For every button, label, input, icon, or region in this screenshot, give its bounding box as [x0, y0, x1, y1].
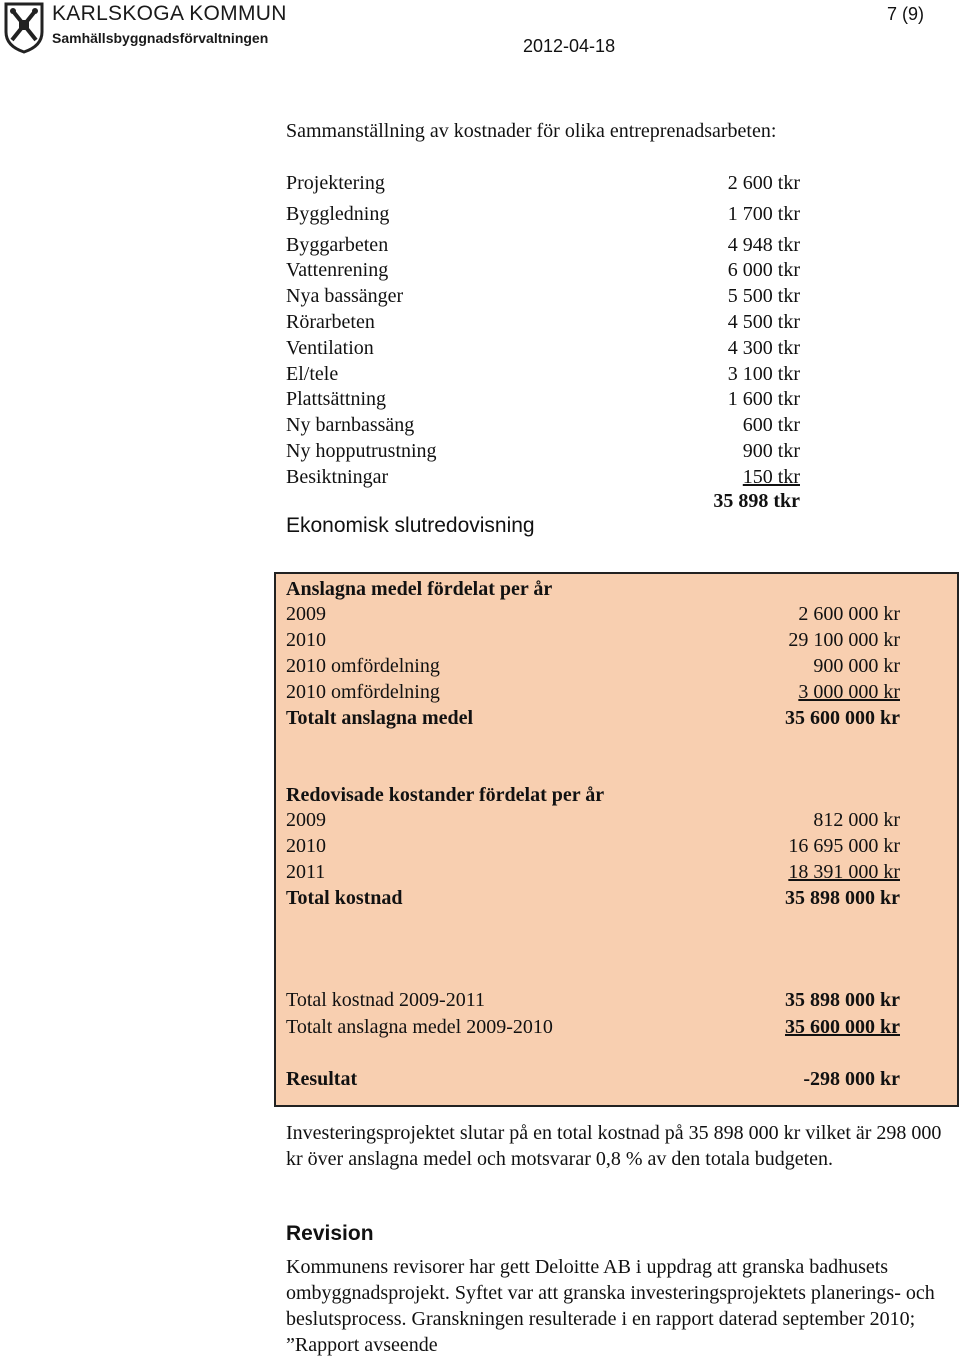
cost-row [286, 283, 800, 309]
allocated-label: 2010 [286, 629, 326, 651]
cost-label: Besiktningar [286, 465, 389, 488]
cost-row [286, 464, 800, 490]
revision-paragraph: Kommunens revisorer har gett Deloitte AB i uppdrag att granska badhusets ombyggnadsprojekt. Syftet var att granska investeringsprojektets planerings- och beslutsprocess. Granskningen resulterade i en rapport daterad september 2010; ”Rapport avseende [286, 1256, 935, 1356]
allocated-row [286, 627, 900, 653]
reported-value: 812 000 kr [813, 809, 900, 831]
cost-value: 600 tkr [742, 414, 800, 437]
reported-row [286, 833, 900, 859]
reported-label: 2010 [286, 835, 326, 857]
cost-label: Byggledning [286, 202, 390, 225]
cost-value: 5 500 tkr [727, 285, 800, 308]
reported-value: 16 695 000 kr [788, 835, 900, 857]
cost-row [286, 232, 800, 258]
cost-label: Plattsättning [286, 388, 386, 411]
cost-label: Byggarbeten [286, 233, 389, 256]
cost-value: 4 948 tkr [727, 233, 800, 256]
org-name: KARLSKOGA KOMMUN [52, 2, 287, 25]
conclusion-paragraph: Investeringsprojektet slutar på en total kostnad på 35 898 000 kr vilket är 298 000 kr över anslagna medel och motsvarar 0,8 % av den totala budgeten. [286, 1122, 942, 1170]
cost-label: El/tele [286, 362, 339, 385]
cost-value: 150 tkr [742, 465, 800, 488]
allocated-value: 29 100 000 kr [788, 629, 900, 651]
summary-cost-value: 35 898 000 kr [785, 989, 900, 1011]
allocated-total-value: 35 600 000 kr [785, 707, 900, 729]
cost-label: Nya bassänger [286, 285, 404, 308]
cost-label: Ny hopputrustning [286, 439, 437, 462]
reported-value: 18 391 000 kr [788, 861, 900, 883]
allocated-label: 2010 omfördelning [286, 655, 440, 677]
allocated-row [286, 679, 900, 705]
reported-total-value: 35 898 000 kr [785, 887, 900, 909]
municipality-logo [2, 2, 46, 54]
cost-list [286, 170, 800, 490]
cost-row [286, 438, 800, 464]
cost-row [286, 335, 800, 361]
result-label: Resultat [286, 1068, 358, 1090]
cost-value: 4 300 tkr [727, 336, 800, 359]
allocated-heading-row [286, 576, 900, 602]
intro-text: Sammanställning av kostnader för olika entreprenadsarbeten: [286, 120, 777, 142]
dept-name: Samhällsbyggnadsförvaltningen [52, 30, 269, 46]
allocated-value: 900 000 kr [813, 655, 900, 677]
cost-row [286, 412, 800, 438]
allocated-row [286, 601, 900, 627]
summary-cost-row [286, 987, 900, 1013]
reported-row [286, 859, 900, 885]
cost-label: Vattenrening [286, 259, 389, 282]
cost-value: 3 100 tkr [727, 362, 800, 385]
cost-value: 1 700 tkr [727, 202, 800, 225]
allocated-value: 3 000 000 kr [798, 681, 900, 703]
reported-total-label: Total kostnad [286, 887, 403, 909]
allocated-heading: Anslagna medel fördelat per år [286, 578, 553, 600]
cost-row [286, 201, 800, 227]
allocated-total-row [286, 705, 900, 731]
reported-heading: Redovisade kostander fördelat per år [286, 784, 605, 806]
reported-row [286, 807, 900, 833]
summary-allocated-value: 35 600 000 kr [785, 1016, 900, 1038]
summary-allocated-label: Totalt anslagna medel 2009-2010 [286, 1016, 553, 1038]
cost-row [286, 257, 800, 283]
cost-label: Projektering [286, 172, 385, 194]
result-value: -298 000 kr [803, 1068, 900, 1090]
allocated-row [286, 653, 900, 679]
cost-value: 6 000 tkr [727, 259, 800, 282]
cost-value: 1 600 tkr [727, 388, 800, 411]
summary-cost-label: Total kostnad 2009-2011 [286, 989, 485, 1011]
cost-value: 2 600 tkr [727, 172, 800, 194]
cost-label: Rörarbeten [286, 310, 375, 333]
allocated-value: 2 600 000 kr [798, 603, 900, 625]
cost-row [286, 170, 800, 196]
cost-total: 35 898 tkr [713, 490, 800, 512]
allocated-total-label: Totalt anslagna medel [286, 707, 474, 729]
reported-total-row [286, 885, 900, 911]
result-row [286, 1066, 900, 1092]
cost-value: 900 tkr [742, 439, 800, 462]
allocated-label: 2010 omfördelning [286, 681, 440, 703]
reported-label: 2011 [286, 861, 326, 883]
page-number: 7 (9) [886, 4, 924, 24]
cost-label: Ny barnbassäng [286, 414, 415, 437]
reported-heading-row [286, 782, 900, 808]
cost-value: 4 500 tkr [727, 310, 800, 333]
reported-label: 2009 [286, 809, 326, 831]
allocated-label: 2009 [286, 603, 326, 625]
revision-heading: Revision [286, 1222, 374, 1245]
cost-row [286, 309, 800, 335]
cost-row [286, 361, 800, 387]
section-heading: Ekonomisk slutredovisning [286, 514, 535, 537]
cost-label: Ventilation [286, 336, 374, 359]
cost-row [286, 386, 800, 412]
summary-allocated-row [286, 1014, 900, 1040]
document-date: 2012-04-18 [523, 36, 616, 56]
